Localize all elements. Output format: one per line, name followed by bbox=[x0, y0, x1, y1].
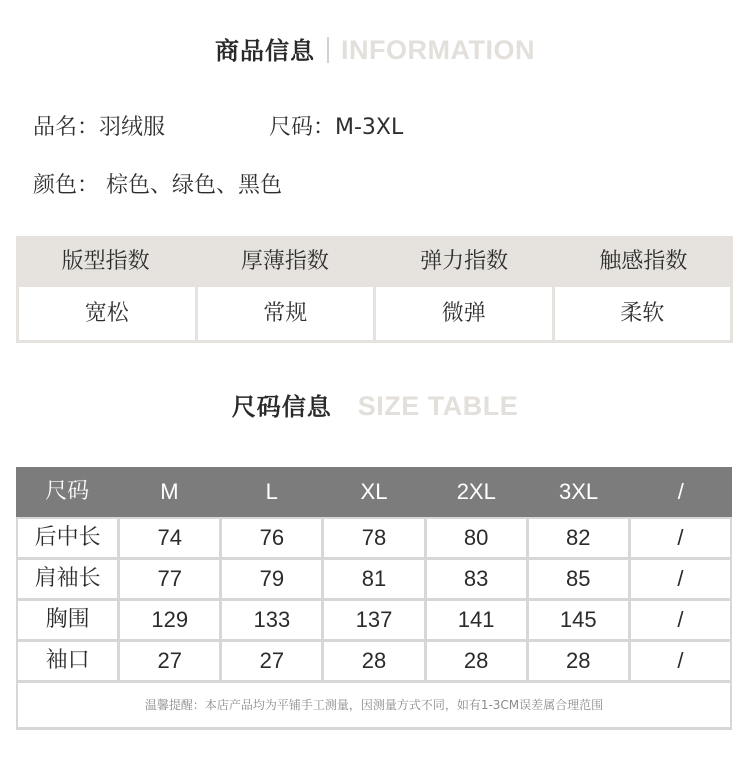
product-name: 品名：羽绒服 bbox=[33, 115, 166, 140]
size-cell: 133 bbox=[222, 601, 321, 639]
size-cell: 27 bbox=[120, 642, 219, 680]
size-row bbox=[18, 601, 730, 639]
size-cell: / bbox=[631, 601, 730, 639]
size-header-row bbox=[16, 467, 732, 517]
size-cell: 79 bbox=[222, 560, 321, 598]
title-divider bbox=[327, 37, 329, 63]
size-cell: 28 bbox=[529, 642, 628, 680]
size-cell: 28 bbox=[324, 642, 423, 680]
size-cell: 后中长 bbox=[18, 519, 117, 557]
measurement-note: 温馨提醒：本店产品均为平铺手工测量，因测量方式不同，如有1-3CM误差属合理范围 bbox=[18, 683, 730, 727]
params-header-cell: 版型指数 bbox=[61, 249, 150, 274]
section-title-cn: 尺码信息 bbox=[231, 393, 332, 421]
size-cell: 80 bbox=[427, 519, 526, 557]
size-cell: 85 bbox=[529, 560, 628, 598]
size-cell: 肩袖长 bbox=[18, 560, 117, 598]
size-cell: 77 bbox=[120, 560, 219, 598]
params-value-cell: 常规 bbox=[198, 287, 374, 340]
size-cell: 78 bbox=[324, 519, 423, 557]
size-header-cell: 尺码 bbox=[45, 479, 90, 504]
section-title-en: INFORMATION bbox=[341, 35, 535, 65]
size-row bbox=[18, 560, 730, 598]
section-title-cn: 商品信息 bbox=[215, 37, 315, 65]
size-cell: 76 bbox=[222, 519, 321, 557]
params-value-row bbox=[19, 287, 730, 340]
product-size-range: 尺码：M-3XL bbox=[269, 115, 404, 140]
size-cell: / bbox=[631, 519, 730, 557]
size-table bbox=[16, 467, 732, 730]
size-cell: 74 bbox=[120, 519, 219, 557]
params-value-cell: 宽松 bbox=[19, 287, 195, 340]
size-cell: 83 bbox=[427, 560, 526, 598]
size-header-cell: M bbox=[160, 479, 179, 504]
size-cell: 27 bbox=[222, 642, 321, 680]
size-cell: 胸围 bbox=[18, 601, 117, 639]
params-header-row bbox=[16, 236, 733, 287]
params-value-cell: 微弹 bbox=[376, 287, 552, 340]
size-cell: 141 bbox=[427, 601, 526, 639]
size-header-cell: 3XL bbox=[558, 479, 599, 504]
section-title-size-table bbox=[0, 387, 750, 422]
size-cell: 袖口 bbox=[18, 642, 117, 680]
size-cell: 81 bbox=[324, 560, 423, 598]
params-header-cell: 触感指数 bbox=[599, 249, 688, 274]
size-row bbox=[18, 642, 730, 680]
section-title-en: SIZE TABLE bbox=[357, 391, 519, 421]
size-cell: 129 bbox=[120, 601, 219, 639]
params-value-cell: 柔软 bbox=[555, 287, 731, 340]
size-cell: 82 bbox=[529, 519, 628, 557]
product-colors: 颜色： 棕色、绿色、黑色 bbox=[33, 173, 282, 198]
size-header-cell: XL bbox=[360, 479, 388, 504]
size-cell: 28 bbox=[427, 642, 526, 680]
size-row bbox=[18, 519, 730, 557]
size-header-cell: / bbox=[677, 479, 684, 504]
size-header-cell: L bbox=[265, 479, 278, 504]
size-cell: 145 bbox=[529, 601, 628, 639]
params-header-cell: 厚薄指数 bbox=[240, 249, 329, 274]
size-cell: / bbox=[631, 560, 730, 598]
size-header-cell: 2XL bbox=[456, 479, 496, 504]
size-cell: / bbox=[631, 642, 730, 680]
params-table bbox=[16, 236, 733, 343]
size-cell: 137 bbox=[324, 601, 423, 639]
section-title-information bbox=[0, 31, 750, 66]
params-header-cell: 弹力指数 bbox=[420, 249, 509, 274]
